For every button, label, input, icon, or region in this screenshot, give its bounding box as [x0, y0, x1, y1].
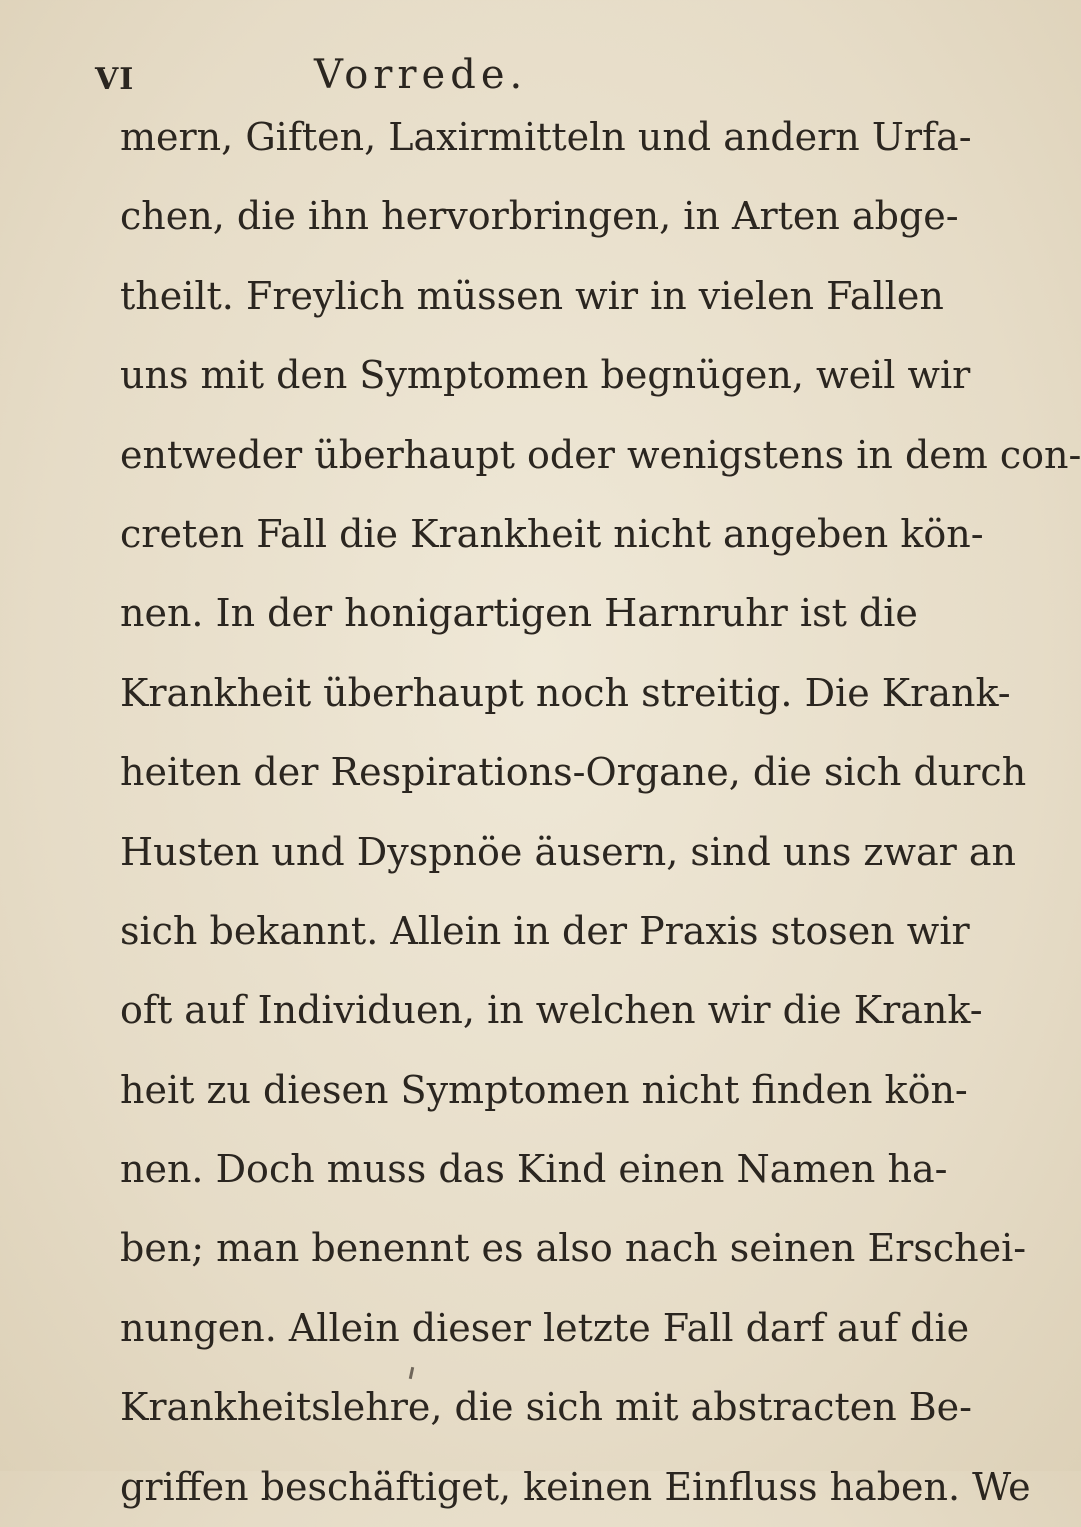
text-line-16: nungen. Allein dieser letzte Fall darf auf die: [120, 1305, 970, 1350]
page-number: VI: [95, 62, 135, 97]
text-line-17: Krankheitslehre, die sich mit abstracten Be-: [120, 1385, 973, 1430]
running-head: Vorrede.: [314, 52, 528, 98]
text-line-4: uns mit den Symptomen begnügen, weil wir: [120, 353, 971, 398]
body-text: [120, 98, 1081, 1527]
page-header: [0, 52, 800, 102]
text-line-2: chen, die ihn hervorbringen, in Arten abge-: [120, 194, 959, 239]
text-line-7: nen. In der honigartigen Harnruhr ist die: [120, 591, 918, 636]
text-line-11: sich bekannt. Allein in der Praxis stosen wir: [120, 908, 970, 953]
text-line-1: mern, Giften, Laxirmitteln und andern Urfa-: [120, 115, 972, 159]
text-line-14: nen. Doch muss das Kind einen Namen ha-: [120, 1147, 948, 1192]
text-line-10: Husten und Dyspnöe äusern, sind uns zwar an: [120, 829, 1017, 874]
text-line-8: Krankheit überhaupt noch streitig. Die Krank-: [120, 670, 1011, 715]
text-line-6: creten Fall die Krankheit nicht angeben kön-: [120, 511, 984, 556]
text-line-5: entweder überhaupt oder wenigstens in dem con-: [120, 432, 1081, 477]
text-line-18: griffen beschäftiget, keinen Einfluss haben. We: [120, 1464, 1031, 1509]
text-line-13: heit zu diesen Symptomen nicht finden kön-: [120, 1067, 968, 1112]
text-line-15: ben; man benennt es also nach seinen Erschei-: [120, 1226, 1027, 1271]
text-line-9: heiten der Respirations-Organe, die sich durch: [120, 750, 1027, 795]
text-line-12: oft auf Individuen, in welchen wir die Krank-: [120, 988, 983, 1033]
text-line-3: theilt. Freylich müssen wir in vielen Fallen: [120, 273, 944, 318]
